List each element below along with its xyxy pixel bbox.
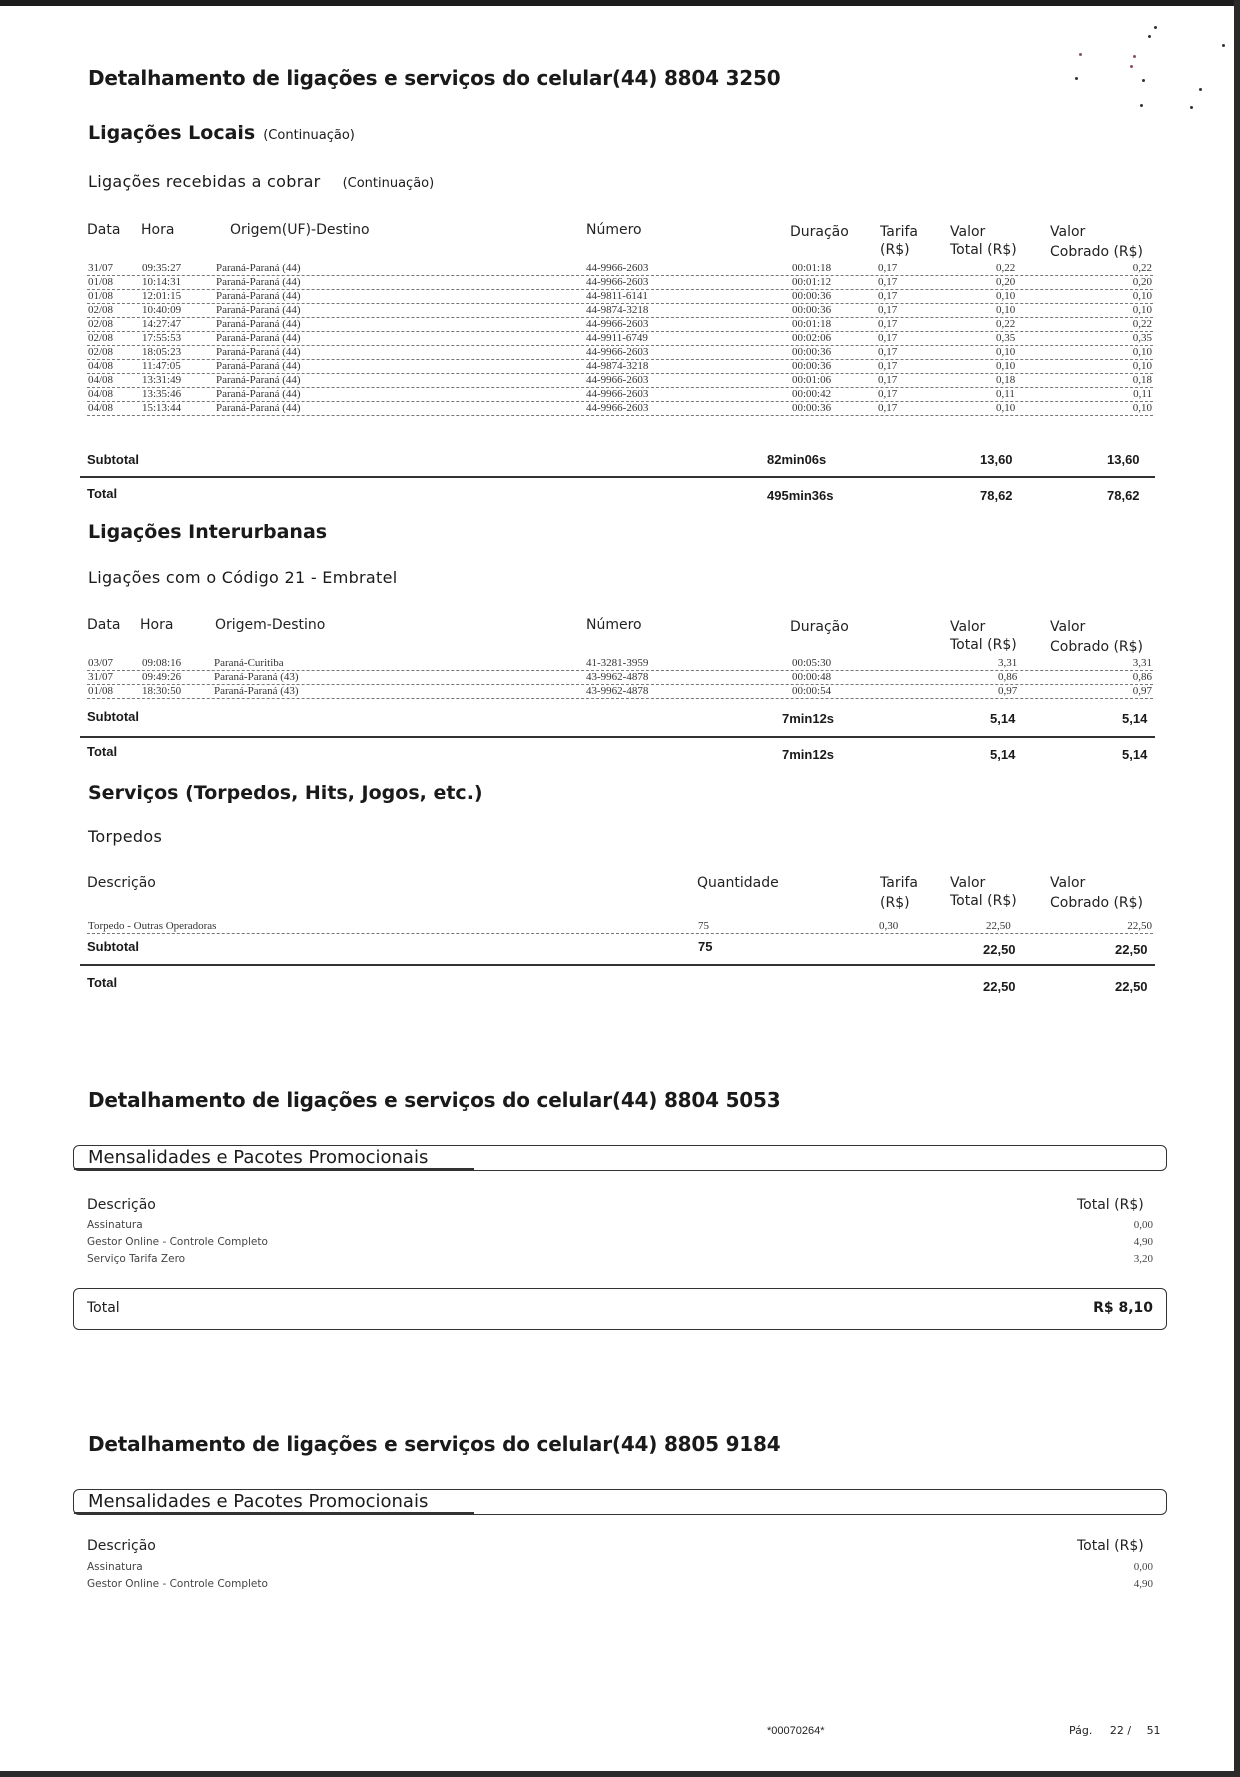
cell-hora: 09:35:27 (142, 262, 182, 274)
col-header-numero: Número (586, 222, 642, 238)
col-header-valor-cobrado (1050, 874, 1143, 912)
cell-hora: 10:14:31 (142, 276, 182, 288)
subsection-title-torpedos: Torpedos (88, 827, 163, 846)
cell-tarifa: 0,17 (878, 360, 898, 372)
cell-hora: 12:01:15 (142, 290, 182, 302)
col-header-quantidade: Quantidade (697, 875, 779, 891)
cell-data: 02/08 (88, 332, 114, 344)
cell-hora: 09:49:26 (142, 671, 182, 683)
scan-border-right (1234, 0, 1240, 1777)
cell-tarifa: 0,17 (878, 262, 898, 274)
subtotal-duracao: 7min12s (782, 711, 835, 726)
divider (80, 964, 1155, 966)
subsection-title-embratel: Ligações com o Código 21 - Embratel (88, 568, 398, 587)
table-row (87, 318, 1153, 332)
cell-duracao: 00:01:12 (792, 276, 832, 288)
list-item-descricao: Assinatura (87, 1561, 143, 1573)
cell-data: 04/08 (88, 402, 114, 414)
cell-hora: 15:13:44 (142, 402, 182, 414)
cell-data: 01/08 (88, 685, 114, 697)
subtotal-label: Subtotal (87, 452, 139, 467)
cell-data: 31/07 (88, 671, 114, 683)
total-duracao: 495min36s (767, 488, 834, 503)
cell-data: 02/08 (88, 346, 114, 358)
page-current: 22 / (1109, 1724, 1132, 1737)
page-label: Pág. (1069, 1724, 1093, 1737)
col-header-valor-line2: Cobrado (R$) (1050, 244, 1144, 260)
cell-origem: Paraná-Paraná (44) (216, 346, 301, 358)
col-header-origem: Origem(UF)-Destino (230, 222, 370, 238)
cell-duracao: 00:00:36 (792, 402, 832, 414)
cell-valor-cobrado: 0,10 (1132, 304, 1152, 316)
cell-valor-cobrado: 0,35 (1132, 332, 1152, 344)
subtotal-label: Subtotal (87, 939, 139, 954)
col-header-valor-line1: Valor (1050, 619, 1086, 635)
cell-numero: 44-9966-2603 (586, 374, 649, 386)
table-row (87, 332, 1153, 346)
cell-duracao: 00:00:42 (792, 388, 832, 400)
total-valor-total: 78,62 (980, 488, 1013, 503)
table-row (87, 388, 1153, 402)
cell-tarifa: 0,17 (878, 318, 898, 330)
phone-section-title: Detalhamento de ligações e serviços do celular(44) 8804 5053 (88, 1088, 781, 1112)
cell-valor-total: 0,22 (996, 262, 1016, 274)
divider (80, 736, 1155, 738)
cell-data: 31/07 (88, 262, 114, 274)
total-value: R$ 8,10 (1093, 1300, 1153, 1316)
subsection-title-text: Ligações recebidas a cobrar (88, 172, 321, 191)
cell-origem: Paraná-Paraná (43) (214, 685, 299, 697)
total-valor-total: 5,14 (990, 747, 1016, 762)
mensalidades-header-box (73, 1145, 1167, 1171)
subtotal-valor-total: 22,50 (983, 942, 1016, 957)
col-header-valor-total (950, 223, 1017, 259)
table-row (87, 402, 1153, 416)
table-row (87, 360, 1153, 374)
scan-border-bottom (0, 1771, 1240, 1777)
total-valor-total: 22,50 (983, 979, 1016, 994)
section-title-ligacoes-locais (88, 122, 355, 144)
mensalidades-title: Mensalidades e Pacotes Promocionais (88, 1491, 429, 1512)
subtotal-valor-cobrado: 5,14 (1122, 711, 1148, 726)
cell-data: 02/08 (88, 318, 114, 330)
col-header-valor-line2: Total (R$) (950, 242, 1017, 258)
col-header-tarifa-line1: Tarifa (880, 875, 918, 891)
cell-tarifa: 0,17 (878, 374, 898, 386)
cell-numero: 43-9962-4878 (586, 685, 649, 697)
cell-hora: 11:47:05 (142, 360, 181, 372)
total-valor-cobrado: 22,50 (1115, 979, 1148, 994)
cell-numero: 41-3281-3959 (586, 657, 649, 669)
cell-valor-cobrado: 0,86 (1132, 671, 1152, 683)
cell-numero: 44-9966-2603 (586, 276, 649, 288)
cell-valor-cobrado: 0,22 (1132, 262, 1152, 274)
col-header-tarifa (880, 874, 918, 912)
col-header-descricao: Descrição (87, 1538, 156, 1554)
table-row (87, 346, 1153, 360)
cell-hora: 13:31:49 (142, 374, 182, 386)
list-item-total: 4,90 (1133, 1236, 1153, 1248)
col-header-descricao: Descrição (87, 1197, 156, 1213)
list-item-descricao: Assinatura (87, 1219, 143, 1231)
cell-numero: 44-9874-3218 (586, 304, 649, 316)
table-row (87, 920, 1153, 934)
col-header-valor-line2: Total (R$) (950, 637, 1017, 653)
subtotal-valor-total: 5,14 (990, 711, 1016, 726)
col-header-valor-line2: Cobrado (R$) (1050, 895, 1144, 911)
list-item-total: 0,00 (1133, 1561, 1153, 1573)
col-header-data: Data (87, 222, 121, 238)
cell-valor-total: 0,10 (996, 290, 1016, 302)
cell-valor-total: 0,22 (996, 318, 1016, 330)
cell-duracao: 00:00:36 (792, 360, 832, 372)
list-item-total: 4,90 (1133, 1578, 1153, 1590)
section-title-text: Ligações Locais (88, 122, 256, 144)
section-title-servicos: Serviços (Torpedos, Hits, Jogos, etc.) (88, 782, 483, 804)
cell-tarifa: 0,17 (878, 290, 898, 302)
col-header-tarifa-line1: Tarifa (880, 224, 918, 240)
phone-section-title: Detalhamento de ligações e serviços do celular(44) 8804 3250 (88, 66, 781, 90)
table-row (87, 657, 1153, 671)
cell-hora: 13:35:46 (142, 388, 182, 400)
cell-valor-cobrado: 0,11 (1133, 388, 1152, 400)
cell-origem: Paraná-Paraná (44) (216, 304, 301, 316)
cell-valor-cobrado: 0,20 (1132, 276, 1152, 288)
col-header-valor-line2: Total (R$) (950, 893, 1017, 909)
cell-numero: 44-9966-2603 (586, 402, 649, 414)
cell-valor-cobrado: 0,18 (1132, 374, 1152, 386)
col-header-descricao: Descrição (87, 875, 156, 891)
cell-valor-total: 0,10 (996, 360, 1016, 372)
cell-hora: 09:08:16 (142, 657, 182, 669)
cell-origem: Paraná-Paraná (44) (216, 360, 301, 372)
cell-descricao: Torpedo - Outras Operadoras (88, 920, 217, 932)
list-item-descricao: Serviço Tarifa Zero (87, 1253, 186, 1265)
mensalidades-title: Mensalidades e Pacotes Promocionais (88, 1147, 429, 1168)
cell-numero: 44-9966-2603 (586, 388, 649, 400)
cell-tarifa: 0,17 (878, 332, 898, 344)
cell-origem: Paraná-Paraná (44) (216, 332, 301, 344)
cell-duracao: 00:00:48 (792, 671, 832, 683)
table-row (87, 671, 1153, 685)
cell-valor-cobrado: 0,22 (1132, 318, 1152, 330)
cell-tarifa: 0,17 (878, 388, 898, 400)
cell-data: 03/07 (88, 657, 114, 669)
col-header-valor-line1: Valor (950, 224, 986, 240)
cell-data: 04/08 (88, 374, 114, 386)
subsection-title-recebidas-cobrar (88, 172, 434, 191)
cell-valor-total: 0,97 (998, 685, 1018, 697)
cell-numero: 44-9966-2603 (586, 318, 649, 330)
section-title-interurbanas: Ligações Interurbanas (88, 521, 328, 543)
col-header-hora: Hora (140, 617, 174, 633)
cell-duracao: 00:00:36 (792, 304, 832, 316)
cell-numero: 44-9874-3218 (586, 360, 649, 372)
cell-tarifa: 0,30 (879, 920, 899, 932)
list-item-descricao: Gestor Online - Controle Completo (87, 1236, 268, 1248)
col-header-valor-total (950, 874, 1017, 910)
cell-origem: Paraná-Paraná (44) (216, 388, 301, 400)
table-row (87, 262, 1153, 276)
total-valor-cobrado: 5,14 (1122, 747, 1148, 762)
cell-valor-total: 22,50 (986, 920, 1011, 932)
cell-numero: 44-9966-2603 (586, 262, 649, 274)
title-underline (74, 1168, 474, 1170)
col-header-data: Data (87, 617, 121, 633)
cell-valor-total: 0,20 (996, 276, 1016, 288)
list-item-total: 3,20 (1133, 1253, 1153, 1265)
cell-origem: Paraná-Paraná (43) (214, 671, 299, 683)
col-header-numero: Número (586, 617, 642, 633)
cell-valor-total: 3,31 (998, 657, 1018, 669)
table-row (87, 374, 1153, 388)
table-row (87, 304, 1153, 318)
continuation-note: (Continuação) (342, 176, 435, 191)
cell-valor-cobrado: 0,10 (1132, 290, 1152, 302)
subtotal-valor-cobrado: 13,60 (1107, 452, 1140, 467)
cell-tarifa: 0,17 (878, 276, 898, 288)
cell-numero: 43-9962-4878 (586, 671, 649, 683)
cell-valor-cobrado: 0,10 (1132, 402, 1152, 414)
cell-origem: Paraná-Paraná (44) (216, 276, 301, 288)
mensalidades-total-box (73, 1288, 1167, 1330)
cell-duracao: 00:01:06 (792, 374, 832, 386)
cell-valor-cobrado: 0,97 (1132, 685, 1152, 697)
col-header-total: Total (R$) (1077, 1538, 1144, 1554)
cell-valor-total: 0,86 (998, 671, 1018, 683)
list-item-descricao: Gestor Online - Controle Completo (87, 1578, 268, 1590)
title-underline (74, 1512, 474, 1514)
col-header-valor-line1: Valor (950, 619, 986, 635)
cell-valor-total: 0,10 (996, 346, 1016, 358)
cell-valor-total: 0,35 (996, 332, 1016, 344)
cell-origem: Paraná-Paraná (44) (216, 374, 301, 386)
cell-duracao: 00:02:06 (792, 332, 832, 344)
cell-valor-cobrado: 22,50 (1127, 920, 1152, 932)
cell-valor-total: 0,11 (996, 388, 1015, 400)
subtotal-duracao: 82min06s (767, 452, 827, 467)
page-total: 51 (1146, 1724, 1161, 1737)
cell-valor-cobrado: 3,31 (1132, 657, 1152, 669)
total-duracao: 7min12s (782, 747, 835, 762)
col-header-valor-line1: Valor (1050, 224, 1086, 240)
cell-origem: Paraná-Paraná (44) (216, 290, 301, 302)
col-header-origem: Origem-Destino (215, 617, 326, 633)
col-header-valor-line1: Valor (1050, 875, 1086, 891)
list-item-total: 0,00 (1133, 1219, 1153, 1231)
cell-hora: 10:40:09 (142, 304, 182, 316)
total-label: Total (87, 486, 118, 501)
cell-quantidade: 75 (698, 920, 709, 932)
subtotal-quantidade: 75 (698, 939, 713, 954)
page-number (1069, 1724, 1161, 1737)
col-header-valor-line2: Cobrado (R$) (1050, 639, 1144, 655)
col-header-duracao: Duração (790, 224, 849, 240)
mensalidades-header-box (73, 1489, 1167, 1515)
scan-border-top (0, 0, 1240, 6)
cell-duracao: 00:00:36 (792, 346, 832, 358)
col-header-valor-cobrado (1050, 223, 1143, 261)
cell-valor-cobrado: 0,10 (1132, 360, 1152, 372)
table-row (87, 290, 1153, 304)
cell-origem: Paraná-Paraná (44) (216, 402, 301, 414)
cell-numero: 44-9966-2603 (586, 346, 649, 358)
cell-valor-total: 0,10 (996, 402, 1016, 414)
cell-tarifa: 0,17 (878, 402, 898, 414)
cell-valor-total: 0,18 (996, 374, 1016, 386)
cell-hora: 18:05:23 (142, 346, 182, 358)
col-header-valor-total (950, 618, 1017, 654)
cell-valor-total: 0,10 (996, 304, 1016, 316)
col-header-valor-line1: Valor (950, 875, 986, 891)
cell-tarifa: 0,17 (878, 304, 898, 316)
cell-duracao: 00:00:54 (792, 685, 832, 697)
col-header-tarifa (880, 223, 918, 259)
cell-numero: 44-9911-6749 (586, 332, 648, 344)
cell-duracao: 00:01:18 (792, 318, 832, 330)
divider (80, 476, 1155, 478)
cell-hora: 17:55:53 (142, 332, 182, 344)
total-label: Total (87, 744, 118, 759)
col-header-duracao: Duração (790, 619, 849, 635)
document-code: *00070264* (767, 1725, 825, 1737)
cell-origem: Paraná-Paraná (44) (216, 262, 301, 274)
total-label: Total (87, 1300, 120, 1316)
cell-hora: 18:30:50 (142, 685, 182, 697)
col-header-valor-cobrado (1050, 618, 1143, 656)
cell-duracao: 00:01:18 (792, 262, 832, 274)
cell-origem: Paraná-Paraná (44) (216, 318, 301, 330)
subtotal-valor-total: 13,60 (980, 452, 1013, 467)
cell-data: 02/08 (88, 304, 114, 316)
col-header-total: Total (R$) (1077, 1197, 1144, 1213)
cell-data: 01/08 (88, 290, 114, 302)
col-header-tarifa-line2: (R$) (880, 895, 910, 911)
total-label: Total (87, 975, 118, 990)
table-row (87, 276, 1153, 290)
continuation-note: (Continuação) (263, 128, 355, 143)
cell-tarifa: 0,17 (878, 346, 898, 358)
subtotal-label: Subtotal (87, 709, 139, 724)
cell-data: 04/08 (88, 360, 114, 372)
total-valor-cobrado: 78,62 (1107, 488, 1140, 503)
col-header-tarifa-line2: (R$) (880, 242, 910, 258)
cell-duracao: 00:05:30 (792, 657, 832, 669)
cell-numero: 44-9811-6141 (586, 290, 648, 302)
subtotal-valor-cobrado: 22,50 (1115, 942, 1148, 957)
cell-data: 01/08 (88, 276, 114, 288)
cell-valor-cobrado: 0,10 (1132, 346, 1152, 358)
cell-origem: Paraná-Curitiba (214, 657, 284, 669)
cell-data: 04/08 (88, 388, 114, 400)
phone-section-title: Detalhamento de ligações e serviços do celular(44) 8805 9184 (88, 1432, 781, 1456)
table-row (87, 685, 1153, 699)
col-header-hora: Hora (141, 222, 175, 238)
cell-duracao: 00:00:36 (792, 290, 832, 302)
cell-hora: 14:27:47 (142, 318, 182, 330)
